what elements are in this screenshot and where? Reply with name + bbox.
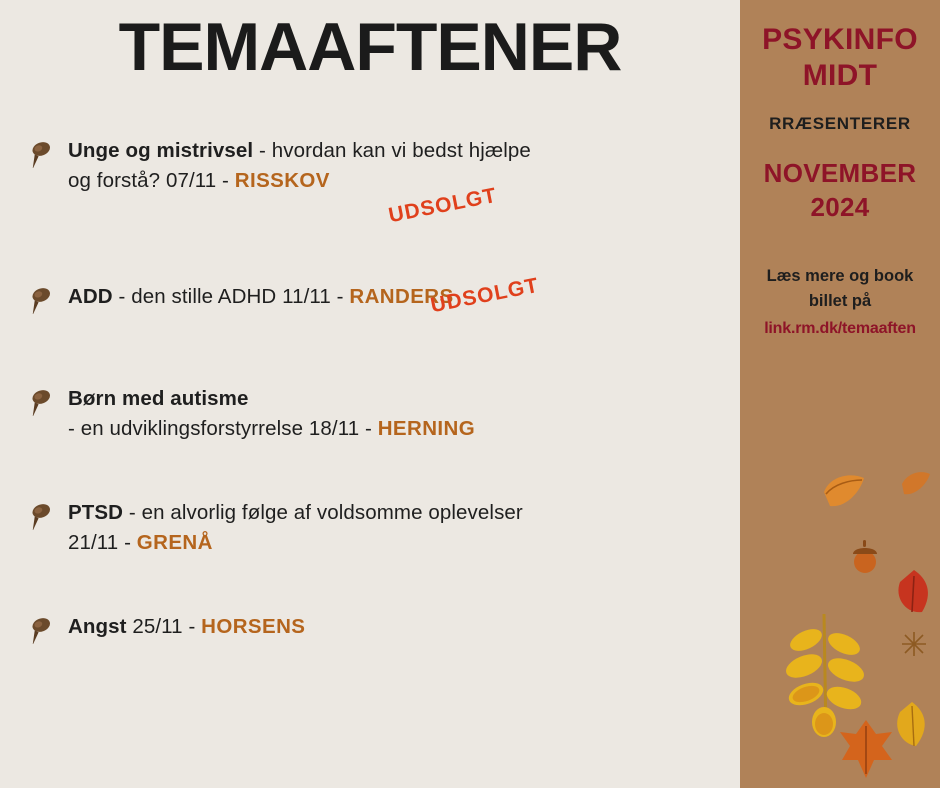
leaf-icon — [900, 468, 932, 503]
presents-label: RRÆSENTERER — [769, 114, 911, 133]
leaf-icon — [820, 470, 868, 517]
brand-name — [740, 22, 940, 94]
booking-line-2: billet på — [808, 292, 872, 310]
list-item[interactable] — [0, 356, 740, 474]
event-location: RANDERS — [349, 285, 454, 308]
event-title: Angst — [68, 615, 127, 638]
brand-line-2: MIDT — [802, 59, 878, 92]
event-title: Børn med autisme — [68, 387, 249, 410]
list-item[interactable] — [0, 246, 740, 356]
event-line-2 — [68, 166, 740, 196]
event-location: RISSKOV — [234, 169, 330, 192]
event-line-1 — [68, 136, 740, 166]
page-title: TEMAAFTENER — [118, 9, 622, 85]
event-detail: - hvordan kan vi bedst hjælpe — [253, 139, 531, 162]
seed-icon — [900, 630, 928, 663]
pushpin-icon — [27, 616, 57, 644]
event-title: PTSD — [68, 501, 124, 524]
event-detail: - den stille ADHD 11/11 - — [112, 285, 350, 308]
pushpin-icon — [27, 140, 57, 168]
pushpin-icon — [27, 286, 57, 314]
event-title: Unge og mistrivsel — [68, 139, 254, 162]
event-line-1 — [68, 384, 740, 414]
month-label: NOVEMBER — [763, 158, 917, 188]
poster-sidebar — [740, 0, 940, 788]
event-line-1 — [68, 498, 740, 528]
leaf-icon — [890, 700, 934, 753]
list-item[interactable] — [0, 590, 740, 670]
status-badge: UDSOLGT — [428, 273, 541, 318]
brand-line-1: PSYKINFO — [762, 23, 918, 56]
event-detail-cont: 21/11 - — [68, 531, 137, 554]
leaf-icon — [836, 718, 896, 785]
booking-info — [740, 264, 940, 341]
event-location: HERNING — [377, 417, 476, 440]
date-block — [740, 156, 940, 224]
event-line-2 — [68, 414, 740, 444]
event-detail-cont: - en udviklingsforstyrrelse 18/11 - — [68, 417, 378, 440]
event-detail-cont: og forstå? 07/11 - — [68, 169, 235, 192]
pushpin-icon — [27, 502, 57, 530]
event-list — [0, 136, 740, 670]
event-line-2 — [68, 528, 740, 558]
event-line-1 — [68, 282, 740, 312]
status-badge: UDSOLGT — [386, 183, 499, 228]
event-location: GRENÅ — [136, 531, 213, 554]
year-label: 2024 — [810, 192, 870, 222]
event-detail: 25/11 - — [126, 615, 202, 638]
booking-link[interactable]: link.rm.dk/temaaften — [764, 320, 916, 337]
event-location: HORSENS — [201, 615, 306, 638]
event-line-1 — [68, 612, 740, 642]
acorn-icon — [848, 538, 882, 579]
leaf-icon — [776, 610, 872, 745]
list-item[interactable] — [0, 136, 740, 246]
event-detail: - en alvorlig følge af voldsomme oplevelser — [123, 501, 523, 524]
leaf-icon — [892, 568, 936, 621]
event-title: ADD — [68, 285, 113, 308]
pushpin-icon — [27, 388, 57, 416]
list-item[interactable] — [0, 474, 740, 590]
booking-line-1: Læs mere og book — [766, 267, 914, 285]
